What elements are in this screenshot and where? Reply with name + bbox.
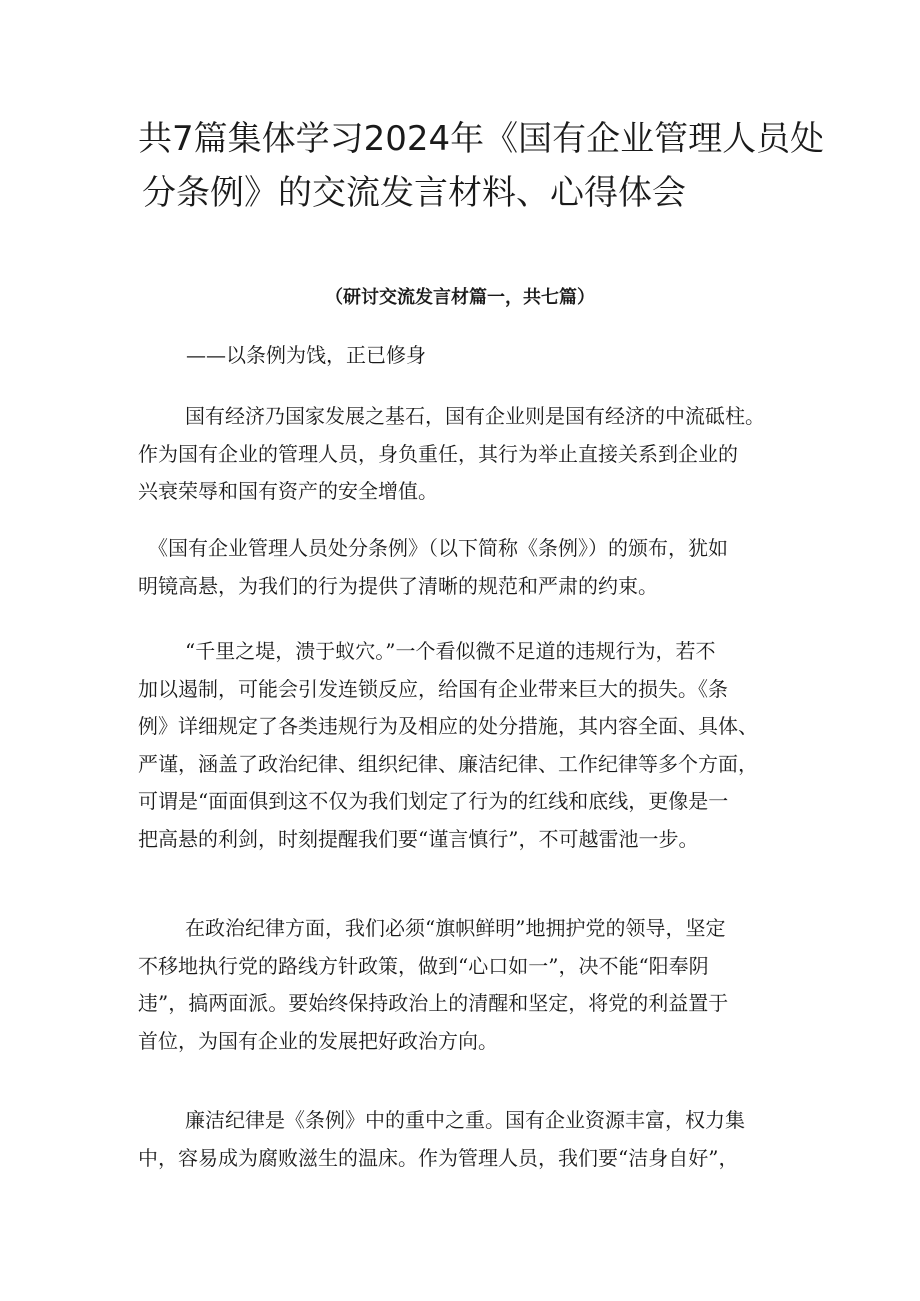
paragraph-line: 不移地执行党的路线方针政策，做到“心口如一”，决不能“阳奉阴 (138, 953, 709, 978)
paragraph-2 (138, 530, 800, 605)
paragraph-line: 违”，搞两面派。要始终保持政治上的清醒和坚定，将党的利益置于 (138, 991, 729, 1015)
paragraph-line: 明镜高悬，为我们的行为提供了清晰的规范和严肃的约束。 (138, 573, 658, 598)
paragraph-line: 严谨，涵盖了政治纪律、组织纪律、廉洁纪律、工作纪律等多个方面， (138, 751, 758, 776)
paragraph-line: 廉洁纪律是《条例》中的重中之重。国有企业资源丰富，权力集 (185, 1108, 745, 1132)
paragraph-line: 例》详细规定了各类违规行为及相应的处分措施，其内容全面、具体、 (138, 714, 758, 738)
paragraph-line: 可谓是“面面俱到这不仅为我们划定了行为的红线和底线，更像是一 (138, 789, 729, 813)
paragraph-line: 《国有企业管理人员处分条例》（以下简称《条例》）的颁布，犹如 (148, 536, 728, 560)
paragraph-line: 作为国有企业的管理人员，身负重任，其行为举止直接关系到企业的 (138, 441, 738, 466)
paragraph-line: 中，容易成为腐败滋生的温床。作为管理人员，我们要“洁身自好”， (138, 1145, 739, 1170)
paragraph-line: “千里之堤，溃于蚁穴。”一个看似微不足道的违规行为，若不 (185, 639, 716, 663)
title-line-2: 分条例》的交流发言材料、心得体会 (142, 173, 686, 213)
paragraph-line: 在政治纪律方面，我们必须“旗帜鲜明”地拥护党的领导，坚定 (185, 916, 726, 940)
title-line-1: 共7篇集体学习2024年《国有企业管理人员处 (138, 119, 825, 159)
paragraph-5 (138, 1102, 800, 1177)
paragraph-line: 加以遏制，可能会引发连锁反应，给国有企业带来巨大的损失。《条 (138, 676, 728, 701)
paragraph-4 (138, 910, 800, 1060)
paragraph-3 (138, 633, 800, 858)
section-motto: ——以条例为饯，正已修身 (186, 343, 426, 367)
section-subtitle: （研讨交流发言材篇一，共七篇） (325, 287, 595, 308)
paragraph-line: 国有经济乃国家发展之基石，国有企业则是国有经济的中流砥柱。 (185, 404, 765, 428)
document-title (138, 112, 825, 220)
paragraph-line: 把高悬的利剑，时刻提醒我们要“谨言慎行”，不可越雷池一步。 (138, 826, 699, 851)
paragraph-line: 首位，为国有企业的发展把好政治方向。 (138, 1028, 498, 1053)
paragraph-1 (138, 398, 800, 511)
paragraph-line: 兴衰荣辱和国有资产的安全增值。 (138, 479, 438, 503)
